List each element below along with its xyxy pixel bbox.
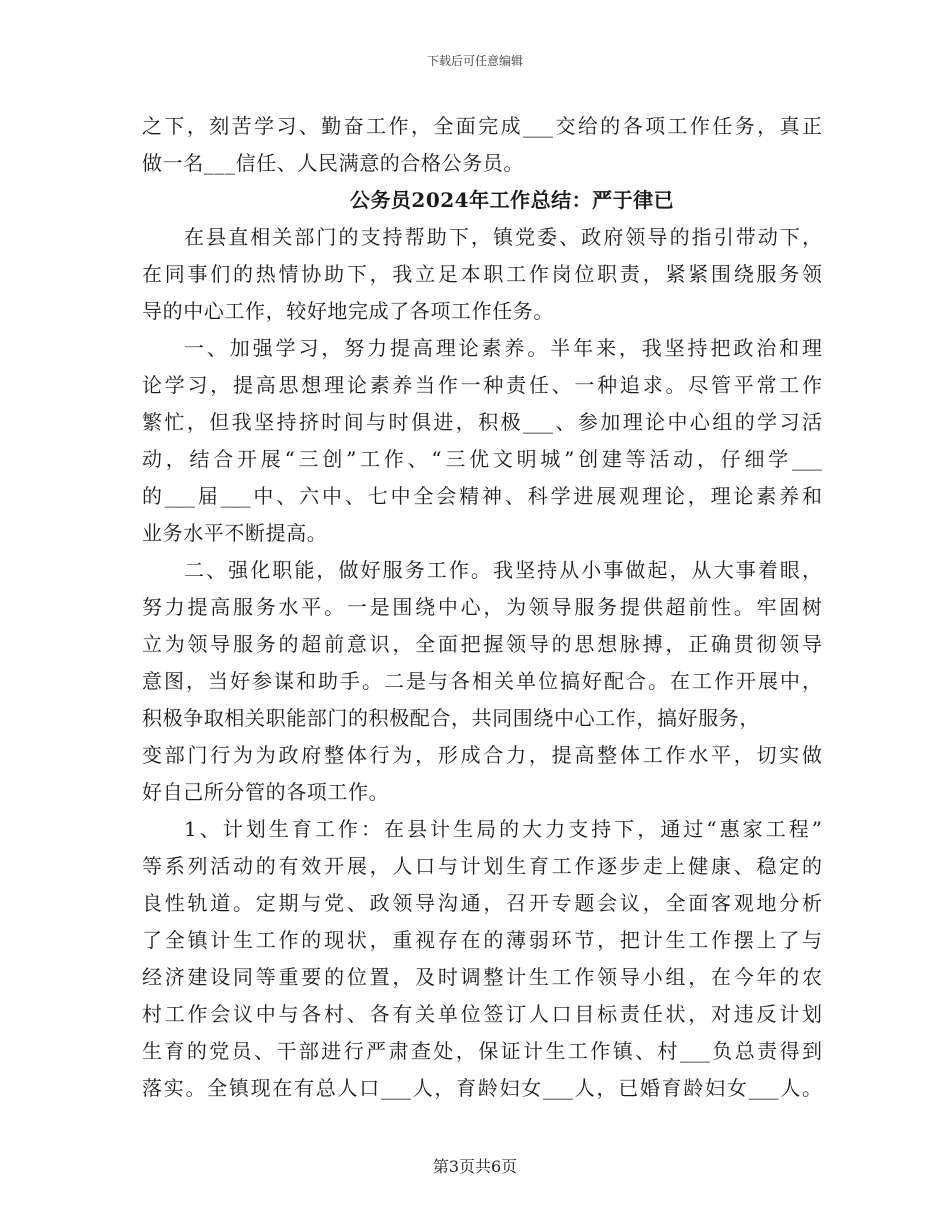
- paragraph-line: 的___届___中、六中、七中全会精神、科学进展观理论，理论素养和: [142, 484, 822, 508]
- paragraph-line: 变部门行为为政府整体行为，形成合力，提高整体工作水平，切实做: [142, 743, 822, 767]
- paragraph-line: 努力提高服务水平。一是围绕中心，为领导服务提供超前性。牢固树: [142, 595, 822, 619]
- paragraph-line: 村工作会议中与各村、各有关单位签订人口目标责任状，对违反计划: [142, 1002, 822, 1026]
- body-line: 之下，刻苦学习、勤奋工作，全面完成___交给的各项工作任务，真正: [142, 114, 822, 138]
- paragraph-line: 业务水平不断提高。: [142, 521, 328, 545]
- body-line: 做一名___信任、人民满意的合格公务员。: [142, 151, 524, 175]
- paragraph-line: 在县直相关部门的支持帮助下，镇党委、政府领导的指引带动下，: [184, 225, 822, 249]
- paragraph-line: 落实。全镇现在有总人口___人，育龄妇女___人，已婚育龄妇女___人。: [142, 1076, 822, 1100]
- paragraph-line: 动，结合开展“三创”工作、“三优文明城”创建等活动，仔细学___: [142, 447, 822, 471]
- paragraph-line: 好自己所分管的各项工作。: [142, 780, 390, 804]
- paragraph-line: 积极争取相关职能部门的积极配合，共同围绕中心工作，搞好服务，: [142, 706, 760, 730]
- section-title: 公务员2024年工作总结：严于律已: [349, 188, 675, 212]
- paragraph-line: 经济建设同等重要的位置，及时调整计生工作领导小组，在今年的农: [142, 965, 822, 989]
- paragraph-line: 繁忙，但我坚持挤时间与时俱进，积极___、参加理论中心组的学习活: [142, 410, 822, 434]
- paragraph-line: 1、计划生育工作：在县计生局的大力支持下，通过“惠家工程”: [184, 817, 822, 841]
- paragraph-line: 在同事们的热情协助下，我立足本职工作岗位职责，紧紧围绕服务领: [142, 262, 822, 286]
- paragraph-line: 意图，当好参谋和助手。二是与各相关单位搞好配合。在工作开展中，: [142, 669, 822, 693]
- paragraph-line: 良性轨道。定期与党、政领导沟通，召开专题会议，全面客观地分析: [142, 891, 822, 915]
- paragraph-line: 了全镇计生工作的现状，重视存在的薄弱环节，把计生工作摆上了与: [142, 928, 822, 952]
- page-number: 第3页共6页: [432, 1157, 518, 1176]
- paragraph-line: 立为领导服务的超前意识，全面把握领导的思想脉搏，正确贯彻领导: [142, 632, 822, 656]
- paragraph-line: 二、强化职能，做好服务工作。我坚持从小事做起，从大事着眼，: [184, 558, 822, 582]
- paragraph-line: 一、加强学习，努力提高理论素养。半年来，我坚持把政治和理: [184, 336, 822, 360]
- paragraph-line: 导的中心工作，较好地完成了各项工作任务。: [142, 299, 554, 323]
- paragraph-line: 论学习，提高思想理论素养当作一种责任、一种追求。尽管平常工作: [142, 373, 822, 397]
- document-body: [142, 108, 822, 1107]
- paragraph-line: 等系列活动的有效开展，人口与计划生育工作逐步走上健康、稳定的: [142, 854, 822, 878]
- page-header-note: 下载后可任意编辑: [426, 54, 523, 68]
- paragraph-line: 生育的党员、干部进行严肃查处，保证计生工作镇、村___负总责得到: [142, 1039, 822, 1063]
